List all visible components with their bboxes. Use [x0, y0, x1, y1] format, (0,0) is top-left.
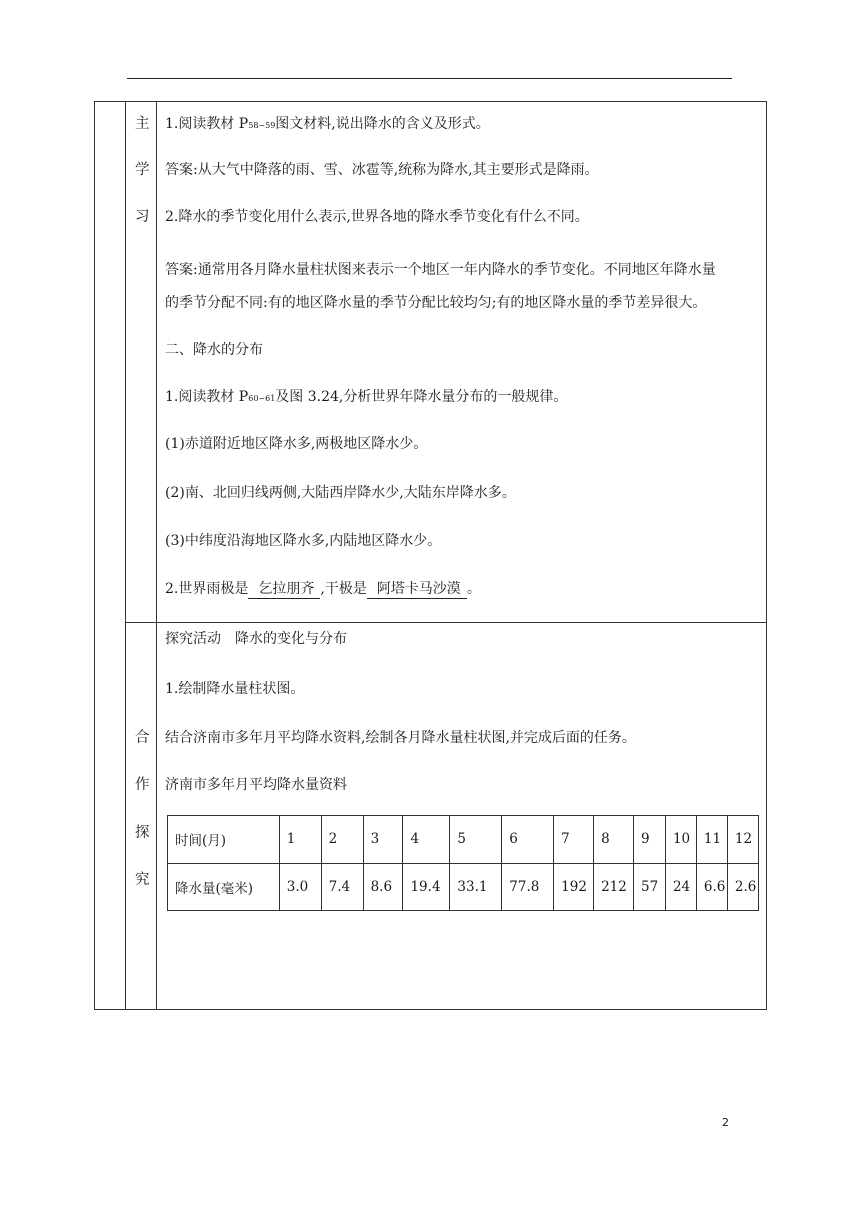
- table-row-precipitation: [168, 863, 759, 911]
- question-4: 2.世界雨极是 乞拉朋齐 ,干极是 阿塔卡马沙漠 。: [165, 581, 481, 597]
- rule-1: (1)赤道附近地区降水多,两极地区降水少。: [165, 436, 428, 452]
- month-cell: 6: [502, 816, 554, 864]
- side-label-jiu: 究: [135, 872, 150, 888]
- precip-cell: 192: [554, 863, 594, 911]
- precip-cell: 33.1: [450, 863, 502, 911]
- rule-3: (3)中纬度沿海地区降水多,内陆地区降水少。: [165, 533, 442, 549]
- table-row-months: [168, 816, 759, 864]
- page-number: 2: [722, 1116, 729, 1129]
- side-label-zuo: 作: [135, 777, 150, 793]
- precip-cell: 8.6: [363, 863, 403, 911]
- activity-step-1: 1.绘制降水量柱状图。: [165, 681, 305, 697]
- month-cell: 12: [727, 816, 758, 864]
- column-divider-1: [125, 102, 126, 1009]
- month-cell: 10: [665, 816, 696, 864]
- table-title: 济南市多年月平均降水量资料: [165, 777, 347, 793]
- precip-cell: 57: [634, 863, 666, 911]
- table-header-precipitation: 降水量(毫米): [168, 863, 280, 911]
- activity-instruction: 结合济南市多年月平均降水资料,绘制各月降水量柱状图,并完成后面的任务。: [165, 730, 636, 746]
- month-cell: 7: [554, 816, 594, 864]
- precip-cell: 19.4: [403, 863, 450, 911]
- table-header-month: 时间(月): [168, 816, 280, 864]
- precipitation-table: [167, 815, 759, 911]
- column-divider-2: [156, 102, 157, 1009]
- activity-title: 探究活动 降水的变化与分布: [165, 631, 347, 647]
- answer-blank-dry-pole: 阿塔卡马沙漠: [367, 582, 467, 599]
- answer-1: 答案:从大气中降落的雨、雪、冰雹等,统称为降水,其主要形式是降雨。: [165, 162, 599, 178]
- precip-cell: 77.8: [502, 863, 554, 911]
- month-cell: 8: [594, 816, 634, 864]
- side-label-he: 合: [135, 730, 150, 746]
- precip-cell: 24: [665, 863, 696, 911]
- month-cell: 1: [279, 816, 321, 864]
- question-1: 1.阅读教材 P58~59图文材料,说出降水的含义及形式。: [165, 116, 490, 132]
- precip-cell: 7.4: [321, 863, 363, 911]
- precip-cell: 3.0: [279, 863, 321, 911]
- side-label-xi: 习: [135, 209, 150, 225]
- month-cell: 9: [634, 816, 666, 864]
- worksheet-table: [94, 101, 767, 1010]
- answer-blank-wet-pole: 乞拉朋齐: [248, 582, 320, 599]
- precip-cell: 2.6: [727, 863, 758, 911]
- answer-2-line-2: 的季节分配不同:有的地区降水量的季节分配比较均匀;有的地区降水量的季节差异很大。: [165, 295, 707, 311]
- month-cell: 3: [363, 816, 403, 864]
- section-divider: [125, 622, 766, 623]
- precip-cell: 6.6: [696, 863, 727, 911]
- question-2: 2.降水的季节变化用什么表示,世界各地的降水季节变化有什么不同。: [165, 209, 589, 225]
- question-3: 1.阅读教材 P60~61及图 3.24,分析世界年降水量分布的一般规律。: [165, 389, 568, 405]
- month-cell: 11: [696, 816, 727, 864]
- month-cell: 2: [321, 816, 363, 864]
- section-heading-distribution: 二、降水的分布: [165, 342, 263, 358]
- rule-2: (2)南、北回归线两侧,大陆西岸降水少,大陆东岸降水多。: [165, 485, 516, 501]
- precip-cell: 212: [594, 863, 634, 911]
- header-rule: [127, 78, 732, 79]
- month-cell: 4: [403, 816, 450, 864]
- month-cell: 5: [450, 816, 502, 864]
- side-label-zhu: 主: [135, 116, 150, 132]
- answer-2-line-1: 答案:通常用各月降水量柱状图来表示一个地区一年内降水的季节变化。不同地区年降水量: [165, 262, 716, 278]
- side-label-tan: 探: [135, 825, 150, 841]
- side-label-xue: 学: [135, 162, 150, 178]
